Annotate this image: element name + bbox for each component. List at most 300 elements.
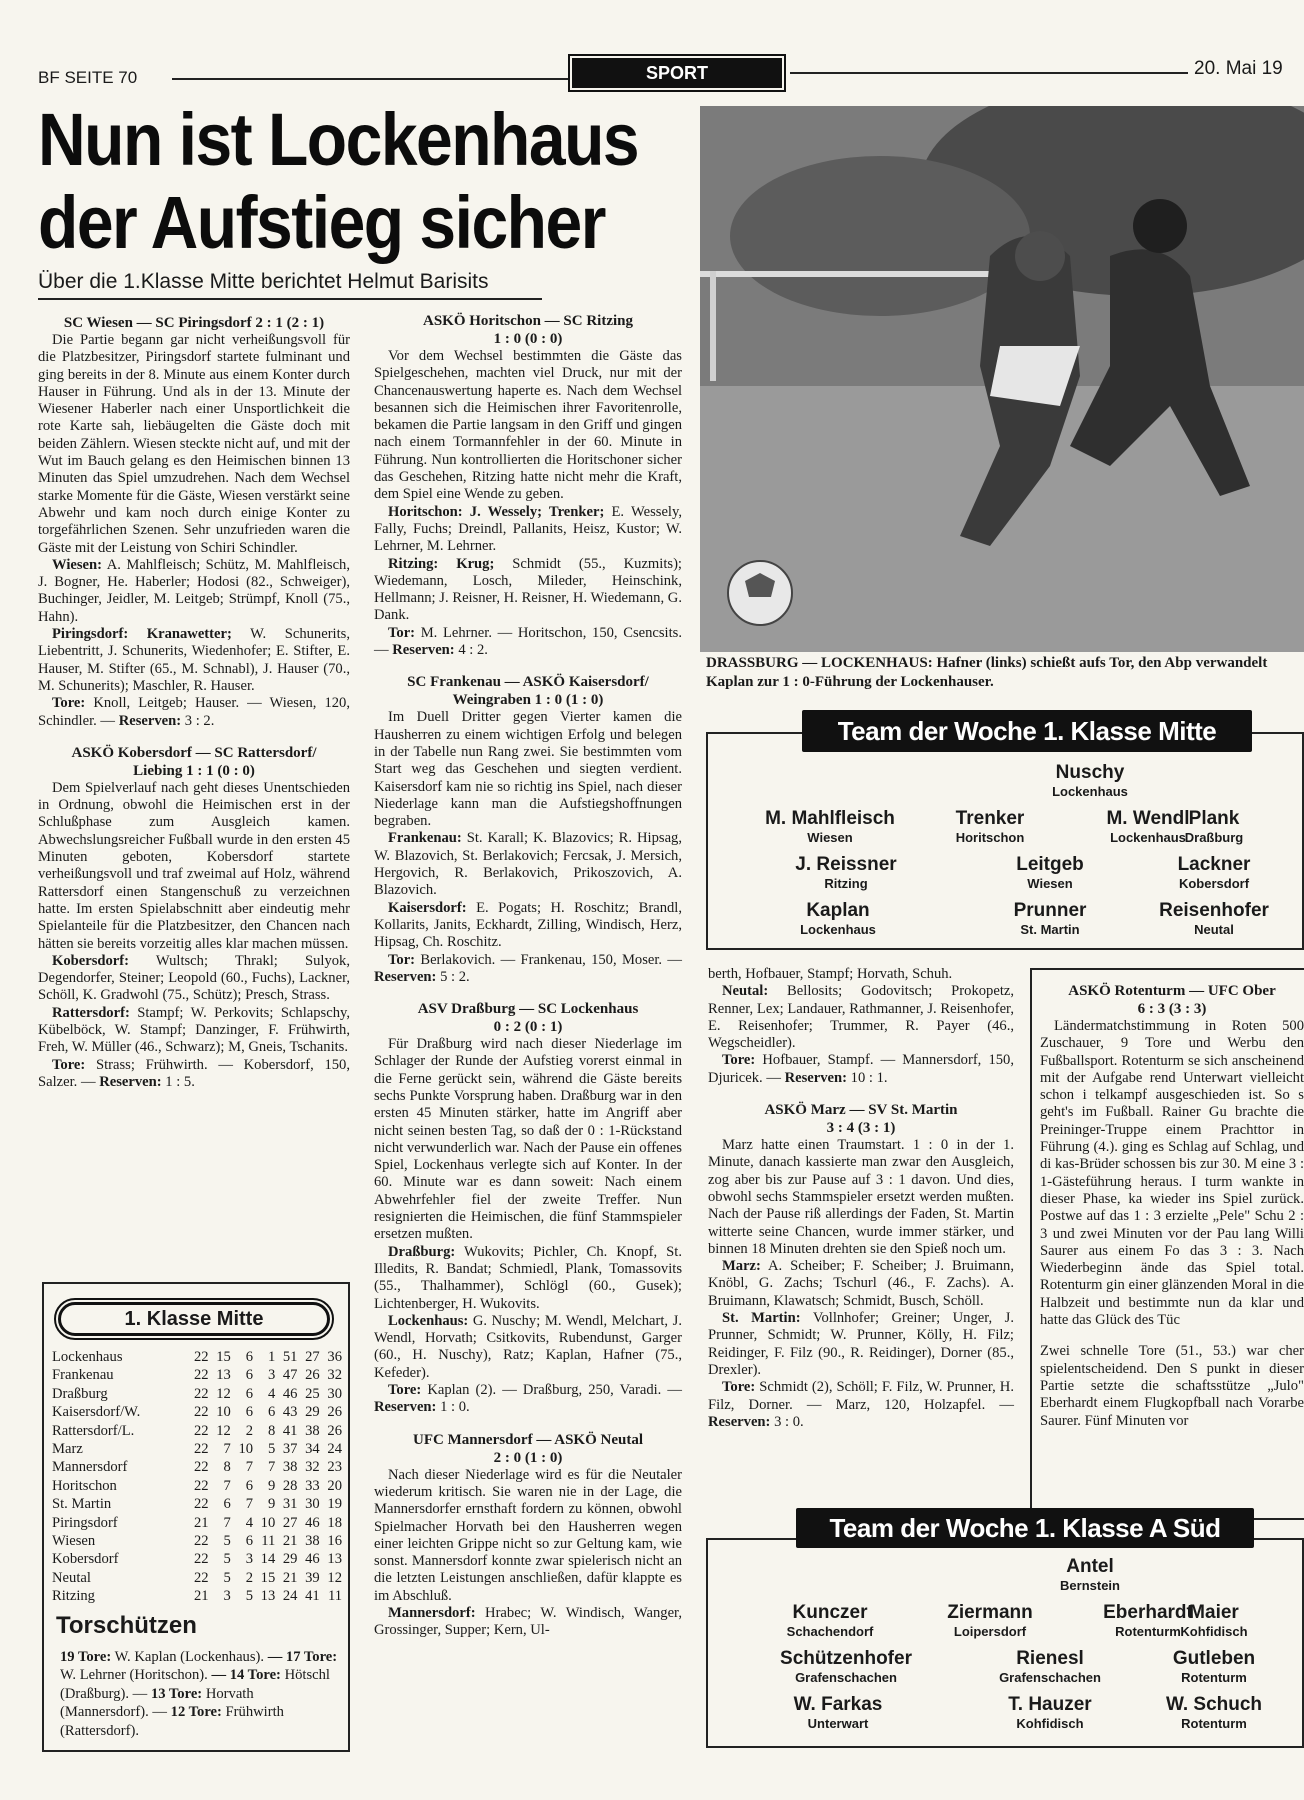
stat-cell: 10 [238,1441,254,1458]
lineup-text: Stampf; W. Perkovits; Schlapschy, Kübelböck, W. Stampf; Danzinger, F. Frühwirth, Freh, W. Müller (46., Schwarz); M, Gneis, Tschanits. [38,1004,350,1056]
team-label: Rattersdorf: [52,1004,130,1021]
match-title: SC Wiesen — SC Piringsdorf 2 : 1 (2 : 1) [63,315,325,331]
stat-cell: 21 [194,1514,209,1531]
scorer-name: W. Lehrner (Horitschon). [60,1667,208,1684]
stat-cell: 15 [216,1349,231,1365]
goals-label: Tore: [388,1382,422,1399]
player-club: Rotenturm [1115,1624,1181,1639]
stat-cell: 5 [245,1588,254,1605]
lineup-text: Wukovits; Pichler, Ch. Knopf, St. Illedits, R. Bandat; Schmiedl, Plank, Tomassovits (55., Thalhammer), Schlögl (60., Gusek); Lichtenberger, H. Wukovits. [374,1243,682,1312]
stat-cell: 2 [245,1422,254,1439]
team-of-week-player [1124,854,1304,891]
stat-cell: 13 [216,1367,231,1384]
team-name-cell: Draßburg [52,1385,108,1402]
lineup-text: A. Scheiber; F. Scheiber; J. Bruimann, Knöbl, G. Zachs; Tschurl (46., F. Zachs). A. Bruimann, Klawatsch; Schmidt, Busch, Schöll. [708,1258,1015,1309]
lineup-neutal [708,983,1014,1052]
subheadline: Über die 1.Klasse Mitte berichtet Helmut Barisits [38,270,489,293]
player-club: Kohfidisch [1016,1716,1084,1731]
match-title: ASKÖ Kobersdorf — SC Rattersdorf/ [71,744,317,761]
team-of-week-player [1000,762,1180,799]
column-4 [1040,982,1304,1430]
player-club: Unterwart [807,1716,869,1731]
stat-cell: 6 [245,1349,254,1365]
team-label: Piringsdorf: Kranawetter; [52,626,232,643]
standings-row [52,1587,342,1605]
lineup-text: A. Mahlfleisch; Schütz, M. Mahlfleisch, J. Bogner, He. Haberler; Hodosi (82., Schweiger), Buchinger, Jeidler, M. Leitgeb; Strümpf, Knoll (75., Hahn). [38,556,351,625]
player-name: T. Hauzer [1008,1694,1092,1715]
goals-label: Tore: [722,1052,756,1069]
team-of-week-mitte-title: Team der Woche 1. Klasse Mitte [802,710,1252,752]
stat-cell: 46 [305,1514,320,1531]
stat-cell: 14 [260,1551,276,1568]
goals-text: Kaplan (2). — Draßburg, 250, Varadi. — [427,1382,682,1399]
lineup-piringsdorf [38,626,350,695]
match-score: 2 : 0 (1 : 0) [493,1449,563,1466]
goals-label: Tore: [722,1379,756,1396]
team-of-week-player [1000,1556,1180,1593]
stat-cell: 37 [282,1441,298,1458]
stat-cell: 1 [267,1349,276,1365]
spacer [708,1087,1014,1101]
standings-row [52,1440,342,1458]
stat-cell: 38 [282,1459,298,1476]
match-report: Die Partie begann gar nicht verheißungsvoll für die Platzbesitzer, Piringsdorf startete fulminant und ging bereits in der 8. Minute aus einem Konter durch Hauser in Führung. Und als in der 13. Minute der Wiesener Haberler nach einer Unsportlichkeit die rote Karte sah, liebäugelten die Gäste doch mit beiden Zählern. Wiesen steckte nicht auf, und mit der Wut im Bauch gelang es den Heimischen binnen 13 Minuten das Spiel umzudrehen. Nach dem Wechsel starke Momente für die Gäste, Wiesen verstärkt seine Abwehr und kam noch durch einige Konter zu torgefährlichen Szenen. Sehr unzufrieden waren die Gäste mit der Leistung von Schiri Schindler. [38,332,350,556]
player-name: M. Mahlfleisch [765,808,895,829]
stat-cell: 43 [282,1404,298,1421]
standings-row [52,1514,342,1532]
stat-cell: 5 [223,1569,231,1586]
stat-cell: 11 [327,1588,342,1605]
scorer-goals: — 14 Tore: [211,1667,281,1684]
stat-cell: 22 [194,1422,209,1439]
reserve-label: Reserven: [784,1069,848,1086]
team-label: Frankenau: [388,830,462,847]
stat-cell: 21 [282,1533,298,1550]
player-name: Nuschy [1055,762,1125,783]
player-club: Rotenturm [1181,1670,1247,1685]
team-of-week-player [1124,1694,1304,1731]
team-label: Horitschon: J. Wessely; Trenker; [388,503,605,520]
stat-cell: 4 [267,1385,276,1402]
team-name-cell: Lockenhaus [52,1349,123,1365]
stat-cell: 24 [327,1441,342,1458]
stat-cell: 22 [194,1385,209,1402]
standings-row [52,1495,342,1513]
team-label: Ritzing: Krug; [388,555,495,572]
stat-cell: 22 [194,1367,209,1384]
player-club: Lockenhaus [1110,830,1186,845]
team-of-week-player [1124,808,1304,845]
goals-line [708,1379,1014,1431]
team-of-week-player [900,808,1080,845]
team-name-cell: Kobersdorf [52,1551,119,1568]
match-title: ASKÖ Horitschon — SC Ritzing [422,313,633,329]
stat-cell: 13 [260,1588,276,1605]
player-name: M. Wendl [1106,808,1190,829]
stat-cell: 27 [305,1349,320,1365]
stat-cell: 33 [305,1477,320,1494]
player-club: Bernstein [1060,1578,1120,1593]
lineup-horitschon [374,504,682,556]
goals-text: Strass; Frühwirth. — Kobersdorf, 150, Salzer. — [38,1056,350,1090]
team-name-cell: Neutal [52,1569,91,1586]
photo-caption: DRASSBURG — LOCKENHAUS: Hafner (links) schießt aufs Tor, den Abp verwandelt Kaplan zur 1 : 0-Führung der Lockenhauser. [706,655,1268,690]
team-label: Wiesen: [52,556,102,573]
standings-row [52,1458,342,1476]
stat-cell: 21 [282,1569,298,1586]
stat-cell: 22 [194,1551,209,1568]
stat-cell: 7 [245,1459,254,1476]
stat-cell: 18 [327,1514,342,1531]
player-name: Antel [1066,1556,1114,1577]
stat-cell: 28 [282,1477,298,1494]
issue-date: 20. Mai 19 [1194,58,1283,79]
stat-cell: 36 [327,1349,342,1365]
stat-cell: 5 [223,1551,231,1568]
header-rule-left [172,78,568,80]
player-club: Draßburg [1184,830,1244,845]
player-club: Wiesen [807,830,853,845]
team-of-week-player [748,900,928,937]
team-of-week-player [1124,900,1304,937]
lineup-text: Vollnhofer; Greiner; Unger, J. Prunner, Schmidt; W. Prunner, Kölly, H. Filz; Reidinger, F. Filz (90., R. Reidinger), Dorner (85., Drexler). [708,1310,1014,1378]
stat-cell: 3 [223,1588,231,1605]
match-title: ASKÖ Rotenturm — UFC Ober [1068,983,1276,999]
stat-cell: 26 [327,1422,342,1439]
stat-cell: 11 [261,1533,276,1550]
match-score: 3 : 4 (3 : 1) [826,1120,896,1137]
player-club: Schachendorf [786,1624,874,1639]
stat-cell: 26 [305,1367,320,1384]
stat-cell: 3 [267,1367,276,1384]
football-scene-image [700,106,1304,652]
match-report: Im Duell Dritter gegen Vierter kamen die Hausherren zu einem wichtigen Erfolg und belegen in der Tabelle nun Rang zwei. Sie bestimmten vom Start weg das Geschehen und siegten verdient. Kaisersdorf kam nie so richtig ins Spiel, nach dieser Niederlage kann man die Aufstiegshoffnungen begraben. [374,709,682,830]
goals-text: Hofbauer, Stampf. — Mannersdorf, 150, Djuricek. — [708,1052,1014,1086]
player-club: Grafenschachen [999,1670,1101,1685]
goals-line [708,1052,1014,1087]
reserve-label: Reserven: [99,1073,162,1090]
subheadline-rule [38,298,542,300]
spacer [374,659,682,673]
lineup-text: E. Wessely, Fally, Fuchs; Dreindl, Pallanits, Heisz, Kustor; W. Lehrner, M. Lehrner. [374,503,682,555]
player-name: Prunner [1013,900,1087,921]
standings-row [52,1348,342,1366]
scorer-name: W. Kaplan (Lockenhaus). [114,1649,265,1665]
lineup-rattersdorf [38,1005,350,1057]
standings-table [52,1348,342,1606]
stat-cell: 46 [282,1385,298,1402]
scorers-title: Torschützen [56,1612,197,1639]
standings-row [52,1569,342,1587]
spacer [38,730,350,744]
header-rule-right [790,72,1188,74]
lineup-st-martin [708,1310,1014,1379]
stat-cell: 7 [223,1514,231,1531]
stat-cell: 9 [267,1477,276,1494]
stat-cell: 41 [305,1588,320,1605]
lineup-text: G. Nuschy; M. Wendl, Melchart, J. Wendl, Horvath; Csitkovits, Rubendunst, Garger (60., H. Nuschy), Ratz; Kaplan, Hafner (75., Kefeder). [374,1312,682,1381]
stat-cell: 51 [282,1349,298,1365]
team-label: Neutal: [722,983,769,1000]
team-of-week-player [1124,1648,1304,1685]
team-name-cell: Ritzing [52,1588,95,1605]
reserve-score: 1 : 5. [165,1073,195,1090]
column-1 [38,314,350,1091]
team-name-cell: St. Martin [52,1496,112,1513]
stat-cell: 12 [327,1569,342,1586]
stat-cell: 6 [245,1477,254,1494]
standings-title: 1. Klasse Mitte [58,1302,330,1336]
goals-line [38,1057,350,1092]
stat-cell: 13 [327,1551,342,1568]
stat-cell: 2 [245,1569,254,1586]
stat-cell: 7 [267,1459,276,1476]
stat-cell: 6 [245,1385,254,1402]
scorer-goals: 13 Tore: [150,1685,203,1702]
player-name: Plank [1188,808,1240,829]
team-label: Draßburg: [388,1243,456,1260]
match-title: ASV Draßburg — SC Lockenhaus [417,1001,639,1018]
team-name-cell: Mannersdorf [52,1459,128,1476]
lineup-text: W. Schunerits, Liebentritt, J. Schunerits, Wiedenhofer; E. Stifter, E. Hauser, M. Stifter (65., M. Schnabl), J. Hauser (70., M. Schunerits); Maschler, R. Hauser. [38,626,350,694]
team-name-cell: Kaisersdorf/W. [52,1404,141,1421]
lineup-mannersdorf [374,1605,682,1640]
match-title: ASKÖ Marz — SV St. Martin [764,1102,958,1119]
spacer [1040,1329,1304,1343]
stat-cell: 19 [327,1496,342,1513]
goals-text: M. Lehrner. — Horitschon, 150, Csencsits. — [374,624,682,659]
stat-cell: 22 [194,1477,209,1494]
team-label: Lockenhaus: [388,1312,469,1329]
player-name: Schützenhofer [780,1648,912,1669]
reserve-score: 4 : 2. [458,642,488,659]
scorer-name: Frühwirth (Rattersdorf). [60,1704,284,1739]
goals-label: Tore: [52,1056,86,1073]
stat-cell: 22 [194,1404,209,1421]
lineup-text: Wultsch; Thrakl; Sulyok, Degendorfer, Steiner; Leopold (60., Fuchs), Lackner, Schöll, K. Gradwohl (75., Schütz); Presch, Strass. [38,952,350,1004]
team-label: Kobersdorf: [52,952,130,969]
team-of-week-player [900,1602,1080,1639]
stat-cell: 4 [245,1514,254,1531]
player-name: Lackner [1177,854,1251,875]
stat-cell: 6 [245,1404,254,1421]
scorer-name: Hötschl (Draßburg). — [60,1667,330,1702]
standings-row [52,1422,342,1440]
stat-cell: 22 [194,1496,209,1513]
stat-cell: 8 [223,1459,231,1476]
stat-cell: 12 [216,1385,231,1402]
player-name: W. Schuch [1165,1694,1263,1715]
team-of-week-player [960,1648,1140,1685]
column-2 [374,312,682,1640]
lineup-marz [708,1258,1014,1310]
scorers-list [60,1648,344,1740]
team-of-week-player [756,854,936,891]
spacer [374,986,682,1000]
stat-cell: 8 [267,1422,276,1439]
goals-label: Tor: [388,951,416,968]
team-name-cell: Wiesen [52,1533,96,1550]
stat-cell: 25 [305,1385,320,1402]
player-name: Trenker [955,808,1025,829]
match-score: 0 : 2 (0 : 1) [493,1019,563,1036]
reserve-score: 5 : 2. [440,968,470,985]
stat-cell: 29 [282,1551,298,1568]
player-club: Lockenhaus [800,922,876,937]
team-label: Mannersdorf: [388,1605,476,1621]
stat-cell: 5 [223,1533,231,1550]
match-report-cont: Zwei schnelle Tore (51., 53.) war cher spielentscheidend. Den S punkt in dieser Partie setzte die schaftsstütze „Julo" Eberhardt einem Flugkopfball nach Vorarbe Saurer. Fünf Minuten vor [1040,1343,1304,1429]
player-name: W. Farkas [793,1694,883,1715]
lineup-frankenau [374,830,682,899]
stat-cell: 30 [305,1496,320,1513]
scorer-goals: — 17 Tore: [267,1649,338,1665]
stat-cell: 22 [194,1569,209,1586]
stat-cell: 22 [194,1459,209,1476]
scorer-goals: 19 Tore: [60,1649,112,1665]
stat-cell: 6 [245,1533,254,1550]
stat-cell: 7 [245,1496,254,1513]
reserve-label: Reserven: [118,712,182,729]
match-report: Vor dem Wechsel bestimmten die Gäste das Spielgeschehen, machten viel Druck, nur mit der Chancenauswertung haperte es. Nach dem Wechsel besannen sich die Heimischen ihrer Favoritenrolle, bekamen die Partie langsam in den Griff und gingen nach einem Tormannfehler in der 60. Minute in Führung. Nun kontrollierten die Horitschoner sicher das Geschehen, Ritzing hatte nicht mehr die Kraft, dem Spiel eine Wende zu geben. [374,348,682,503]
player-name: Maier [1189,1602,1239,1623]
team-label: St. Martin: [722,1310,801,1327]
match-report: Für Draßburg wird nach dieser Niederlage im Schlager der Runde der Aufstieg vorerst einmal in die Ferne gerückt sein, während die Gäste bereits sechs Punkte Vorsprung haben. Draßburg war in den ersten 45 Minuten stärker, hatte im Angriff aber nicht seinen besten Tag, so daß der 0 : 1-Rückstand nicht verwunderlich war. Nach der Pause ein offenes Spiel, Lockenhaus verlegte sich auf Konter. In der 60. Minute war es dann soweit: Nach einem Abwehrfehler fiel der zweite Treffer. Nun resignierten die Heimischen, die fünf Stammspieler ersetzen mußten. [374,1036,682,1243]
match-title: SC Frankenau — ASKÖ Kaisersdorf/ [407,674,649,691]
lineup-wiesen [38,557,350,626]
match-score: 1 : 0 (0 : 0) [493,331,563,347]
match-score: Weingraben 1 : 0 (1 : 0) [452,692,604,709]
player-club: Rotenturm [1181,1716,1247,1731]
standings-row [52,1477,342,1495]
player-club: Kobersdorf [1178,876,1250,891]
stat-cell: 22 [194,1441,209,1458]
team-name-cell: Marz [52,1441,83,1458]
team-of-week-player [960,854,1140,891]
standings-row [52,1366,342,1384]
reserve-score: 3 : 0. [774,1413,804,1430]
stat-cell: 10 [260,1514,276,1531]
team-of-week-player [960,1694,1140,1731]
reserve-label: Reserven: [374,1399,437,1416]
match-report: Nach dieser Niederlage wird es für die Neutaler wiederum kritisch. Sie waren nie in der Lage, die Mannersdorfer ernsthaft fordern zu können, obwohl Spielmacher Horvath bei den Hausherren wegen einer leichten Grippe nicht so zur Geltung kam, wie sonst. Mannersdorf konnte zwar spielerisch nicht an die letzten Leistungen anschließen, dafür klappte es im Abschluß. [374,1466,682,1604]
team-of-week-sued-title: Team der Woche 1. Klasse A Süd [796,1508,1254,1548]
stat-cell: 29 [305,1404,320,1421]
stat-cell: 6 [267,1404,276,1421]
lineup-ritzing [374,556,682,625]
player-name: J. Reissner [795,854,897,875]
match-title: UFC Mannersdorf — ASKÖ Neutal [413,1431,643,1448]
player-club: Loipersdorf [953,1624,1027,1639]
standings-row [52,1550,342,1568]
reserve-score: 10 : 1. [850,1069,888,1086]
stat-cell: 39 [305,1569,320,1586]
team-of-week-player [740,1602,920,1639]
player-club: Wiesen [1027,876,1073,891]
standings-row [52,1385,342,1403]
team-name-cell: Piringsdorf [52,1514,118,1531]
standings-row [52,1403,342,1421]
stat-cell: 46 [305,1551,320,1568]
team-label: Kaisersdorf: [388,899,467,916]
goals-line [374,625,682,660]
stat-cell: 15 [260,1569,276,1586]
player-name: Eberhardt [1103,1602,1193,1623]
goals-text: Knoll, Leitgeb; Hauser. — Wiesen, 120, Schindler. — [38,695,350,729]
reserve-score: 3 : 2. [184,712,215,729]
player-club: Ritzing [824,876,868,891]
lineup-kobersdorf [38,953,350,1005]
stat-cell: 26 [327,1404,342,1421]
player-name: Leitgeb [1016,854,1084,875]
stat-cell: 30 [327,1385,342,1402]
team-of-week-player [756,1648,936,1685]
team-of-week-player [1124,1602,1304,1639]
stat-cell: 21 [194,1588,209,1605]
standings-row [52,1532,342,1550]
stat-cell: 31 [282,1496,298,1513]
reserve-label: Reserven: [392,642,455,659]
team-label: Marz: [722,1258,761,1275]
column-3 [708,966,1014,1431]
player-club: Horitschon [955,830,1025,845]
section-label: SPORT [572,58,782,88]
lineup-mannersdorf-cont: berth, Hofbauer, Stampf; Horvath, Schuh. [708,966,953,982]
player-club: Grafenschachen [795,1670,897,1685]
stat-cell: 12 [216,1422,231,1439]
stat-cell: 24 [282,1588,298,1605]
stat-cell: 32 [305,1459,320,1476]
lineup-lockenhaus [374,1313,682,1382]
reserve-label: Reserven: [708,1413,771,1430]
headline: Nun ist Lockenhaus der Aufstieg sicher [38,98,639,264]
team-of-week-player [748,1694,928,1731]
match-report: Dem Spielverlauf nach geht dieses Unentschieden in Ordnung, obwohl die Heimischen erst in der Schlußphase zum Ausgleich kamen. Abwechslungsreicher Fußball wurde in den ersten 45 Minuten geboten, Kobersdorf startete verheißungsvoll und traf zweimal auf Holz, während Rattersdorf einen Stangenschuß zu verzeichnen hatte. Im ersten Spielabschnitt aber eindeutig mehr Spielanteile für die Platzbesitzer, den Chancen nach hätten sie bereits vorzeitig alles klar machen müssen. [38,779,350,952]
scorer-name: Horvath (Mannersdorf). — [60,1685,254,1721]
player-name: Ziermann [947,1602,1033,1623]
goals-line [38,695,350,730]
stat-cell: 20 [327,1477,342,1494]
stat-cell: 27 [282,1514,298,1531]
scorer-goals: 12 Tore: [170,1704,222,1721]
stat-cell: 9 [267,1496,276,1513]
lineup-text: Hrabec; W. Windisch, Wanger, Grossinger, Supper; Kern, Ul- [374,1605,682,1639]
player-club: St. Martin [1020,922,1080,937]
goals-line [374,952,682,987]
stat-cell: 41 [282,1422,298,1439]
stat-cell: 23 [327,1459,342,1476]
reserve-label: Reserven: [374,968,437,985]
team-name-cell: Horitschon [52,1477,117,1494]
goals-label: Tore: [52,695,86,712]
player-club: Kohfidisch [1180,1624,1248,1639]
stat-cell: 32 [327,1367,342,1384]
spacer [374,1417,682,1431]
team-of-week-player [960,900,1140,937]
stat-cell: 7 [223,1477,231,1494]
goals-line [374,1382,682,1417]
stat-cell: 5 [267,1441,276,1458]
lineup-drassburg [374,1244,682,1313]
stat-cell: 16 [327,1533,342,1550]
stat-cell: 34 [305,1441,320,1458]
lineup-text: Schmidt (55., Kuzmits); Wiedemann, Losch, Mileder, Heinschink, Hellmann; J. Reisner, H. Reisner, H. Wiedemann, G. Dank. [374,555,682,624]
lineup-text: E. Pogats; H. Roschitz; Brandl, Kollarits, Janits, Eckhardt, Zilling, Windisch, Herz, Hipsag, Ch. Roschitz. [374,899,682,951]
stat-cell: 38 [305,1422,320,1439]
stat-cell: 3 [245,1551,254,1568]
goals-text: Berlakovich. — Frankenau, 150, Moser. — [420,951,682,968]
match-photo [700,106,1304,652]
